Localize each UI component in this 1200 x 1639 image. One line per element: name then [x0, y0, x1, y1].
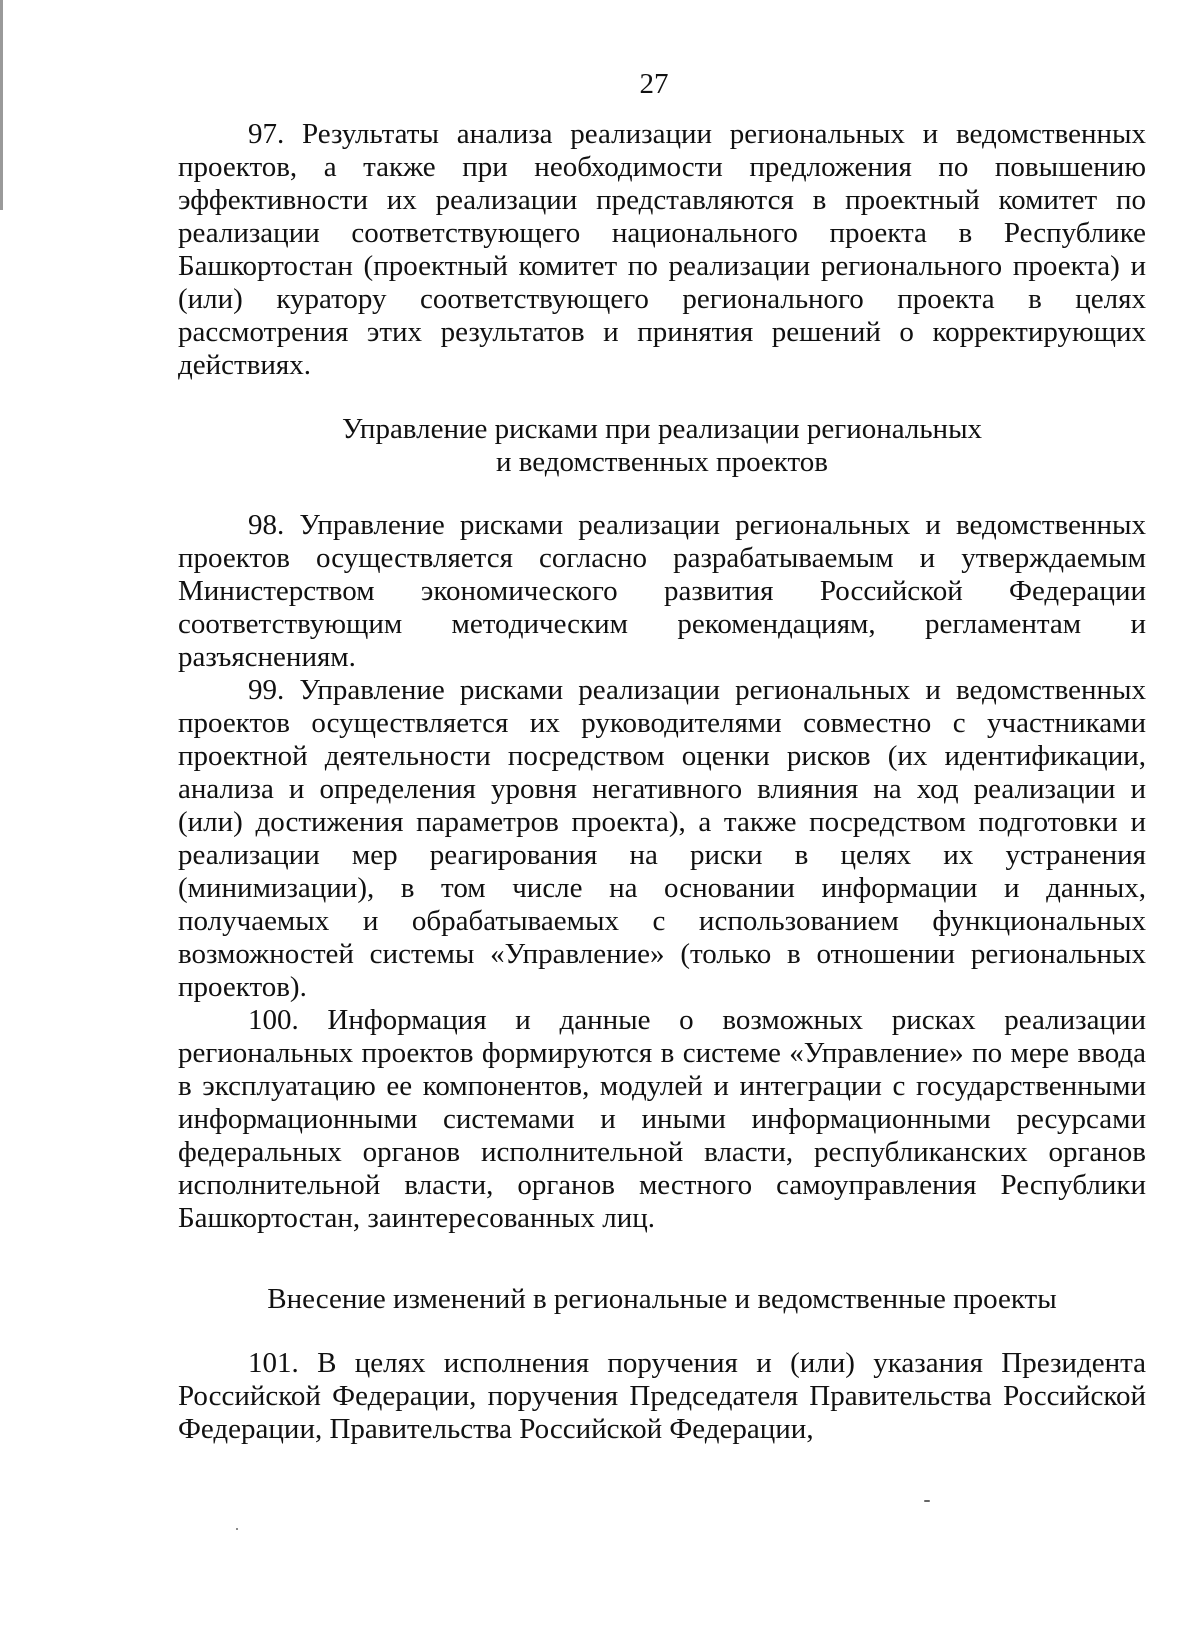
section-heading-risks-line1: Управление рисками при реализации региональных: [341, 413, 983, 445]
paragraph-101-block: [178, 1347, 1146, 1446]
paragraph-100: 100. Информация и данные о возможных рисках реализации региональных проектов формируются в системе «Управление» по мере ввода в эксплуатацию ее компонентов, модулей и интеграции с государственными информационными системами и иными информационными ресурсами федеральных органов исполнительной власти, республиканских органов исполнительной власти, органов местного самоуправления Республики Башкортостан, заинтересованных лиц.: [178, 1004, 1146, 1234]
heading-risks-block: [178, 413, 1146, 479]
heading-changes-block: [178, 1283, 1146, 1316]
paragraph-97: 97. Результаты анализа реализации региональных и ведомственных проектов, а также при необходимости предложения по повышению эффективности их реализации представляются в проектный комитет по реализации соответствующего национального проекта в Республике Башкортостан (проектный комитет по реализации регионального проекта) и (или) куратору соответствующего регионального проекта в целях рассмотрения этих результатов и принятия решений о корректирующих действиях.: [178, 118, 1146, 381]
scan-speck: [924, 1500, 930, 1502]
section-heading-risks-line2: и ведомственных проектов: [496, 446, 828, 478]
section-heading-risks: [178, 413, 1146, 479]
scan-speck: [236, 1528, 238, 1530]
paragraphs-98-100-block: [178, 509, 1146, 1235]
paragraph-101: 101. В целях исполнения поручения и (или) указания Президента Российской Федерации, поручения Председателя Правительства Российской Федерации, Правительства Российской Федерации,: [178, 1347, 1146, 1445]
scan-edge-shadow: [0, 0, 3, 210]
page-number: 27: [639, 68, 669, 100]
paragraph-98: 98. Управление рисками реализации региональных и ведомственных проектов осуществляется согласно разрабатываемым и утверждаемым Министерством экономического развития Российской Федерации соответствующим методическим рекомендациям, регламентам и разъяснениям.: [178, 509, 1146, 673]
section-heading-changes: Внесение изменений в региональные и ведомственные проекты: [267, 1283, 1057, 1315]
paragraph-97-block: [178, 118, 1146, 382]
paragraph-99: 99. Управление рисками реализации региональных и ведомственных проектов осуществляется их руководителями совместно с участниками проектной деятельности посредством оценки рисков (их идентификации, анализа и определения уровня негативного влияния на ход реализации и (или) достижения параметров проекта), а также посредством подготовки и реализации мер реагирования на риски в целях их устранения (минимизации), в том числе на основании информации и данных, получаемых и обрабатываемых с использованием функциональных возможностей системы «Управление» (только в отношении региональных проектов).: [178, 674, 1146, 1003]
